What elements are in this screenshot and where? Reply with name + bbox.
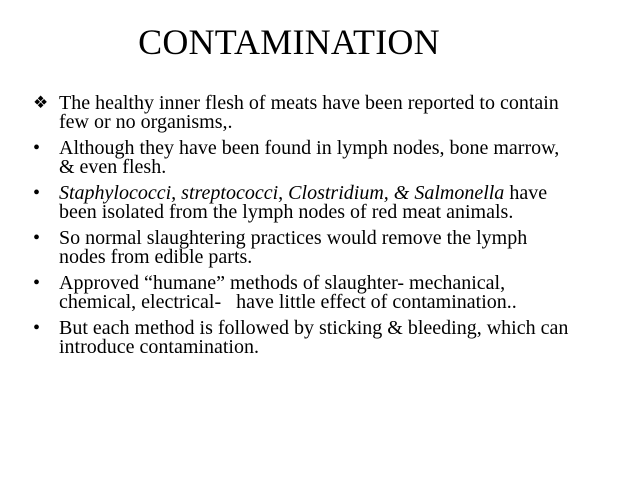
bullet-text xyxy=(59,94,578,131)
bullet-item xyxy=(0,184,638,221)
diamond-bullet-icon: ❖ xyxy=(33,93,49,112)
bullet-item xyxy=(0,229,638,266)
bullet-item xyxy=(0,319,638,356)
bullet-text-segment: The healthy inner flesh of meats have been reported to contain few or no organisms,. xyxy=(59,92,559,133)
bullet-text-segment: Approved “humane” methods of slaughter- mechanical, chemical, electrical- have little effect of contamination.. xyxy=(59,272,517,313)
round-bullet-icon: • xyxy=(33,137,41,159)
bullet-text xyxy=(59,139,578,176)
bullet-text-segment: But each method is followed by sticking & bleeding, which can introduce contamination. xyxy=(59,317,569,358)
bullet-list xyxy=(0,94,638,364)
round-bullet-icon: • xyxy=(33,182,41,204)
slide-title: CONTAMINATION xyxy=(138,22,440,62)
bullet-text-segment: So normal slaughtering practices would remove the lymph nodes from edible parts. xyxy=(59,227,528,268)
bullet-item xyxy=(0,274,638,311)
round-bullet-icon: • xyxy=(33,317,41,339)
bullet-text-segment: Although they have been found in lymph nodes, bone marrow, & even flesh. xyxy=(59,137,560,178)
round-bullet-icon: • xyxy=(33,227,41,249)
bullet-item xyxy=(0,139,638,176)
bullet-text xyxy=(59,229,578,266)
bullet-text xyxy=(59,319,578,356)
bullet-item xyxy=(0,94,638,131)
bullet-text-segment-italic: Staphylococci, streptococci, Clostridium, & Salmonella xyxy=(59,182,505,204)
bullet-text xyxy=(59,274,578,311)
bullet-text-segment: have been isolated from the lymph nodes of red meat animals. xyxy=(59,182,548,223)
round-bullet-icon: • xyxy=(33,272,41,294)
bullet-text xyxy=(59,184,578,221)
